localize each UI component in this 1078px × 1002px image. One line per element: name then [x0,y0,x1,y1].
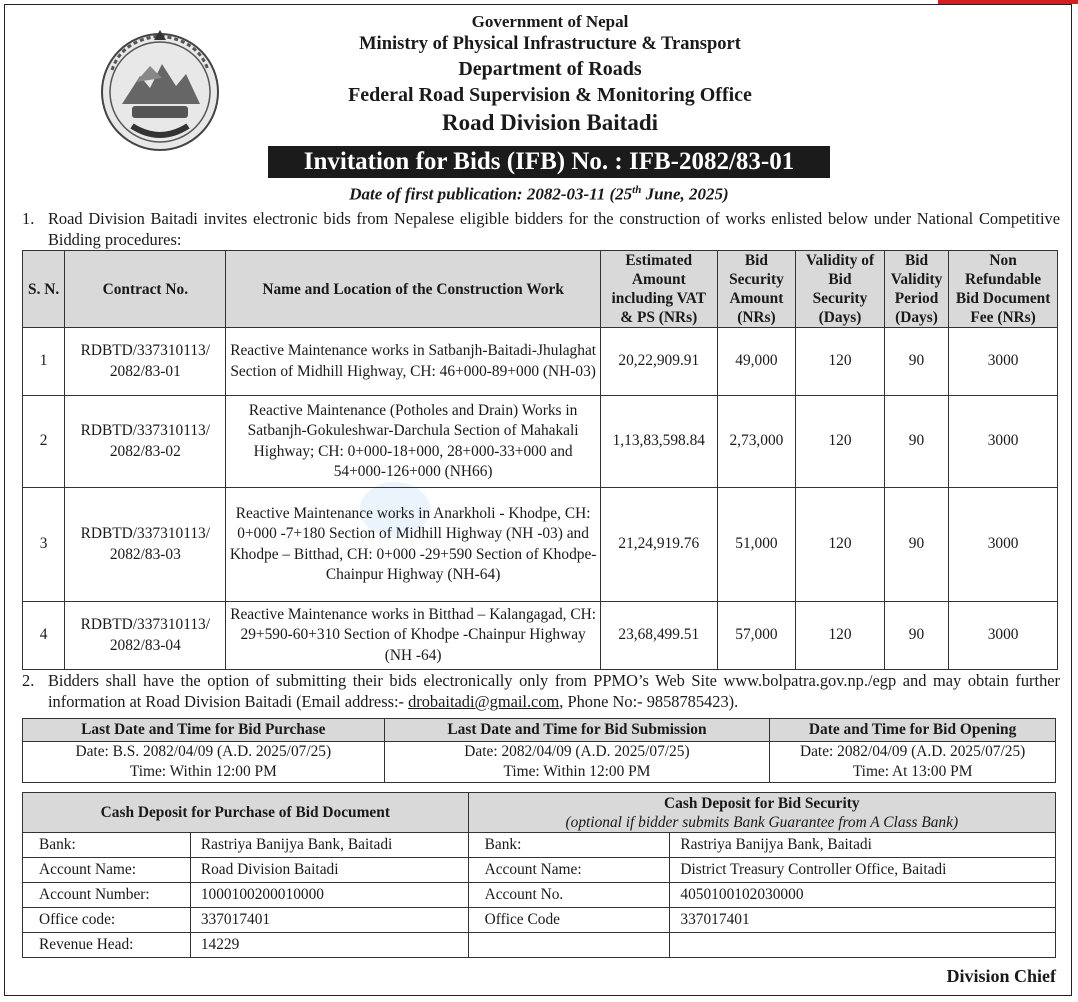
right-value: 337017401 [670,908,1056,933]
submission-cell: Date: 2082/04/09 (A.D. 2025/07/25) Time: Within 12:00 PM [384,742,770,783]
header-validity-security: Validity of Bid Security (Days) [796,251,885,328]
header-validity-period: Bid Validity Period (Days) [884,251,948,328]
cell-sn: 1 [23,328,65,396]
cell-fee: 3000 [949,328,1058,396]
header-fee: Non Refundable Bid Document Fee (NRs) [949,251,1058,328]
table-header-row [23,251,1058,328]
cell-name: Reactive Maintenance works in Satbanjh-Baitadi-Jhulaghat Section of Midhill Highway, CH: 46+000-89+000 (NH-03) [226,328,601,396]
cell-contract: RDBTD/337310113/ 2082/83-02 [65,396,226,488]
left-value: 14229 [190,933,468,958]
bank-row [23,833,1056,858]
cell-validity-security: 120 [796,328,885,396]
purchase-title: Last Date and Time for Bid Purchase [23,719,385,742]
bank-row [23,908,1056,933]
dates-table [22,718,1056,783]
right-value: 4050100102030000 [670,883,1056,908]
table-row [23,328,1058,396]
cell-sn: 3 [23,488,65,602]
cell-contract: RDBTD/337310113/ 2082/83-01 [65,328,226,396]
table-row [23,488,1058,602]
bank-table [22,792,1056,958]
email-link[interactable]: drobaitadi@gmail.com [408,692,560,711]
left-value: Rastriya Banijya Bank, Baitadi [190,833,468,858]
cell-name: Reactive Maintenance works in Bitthad – Kalangagad, CH: 29+590-60+310 Section of Khodpe -Chainpur Highway (NH -64) [226,602,601,670]
dates-value-row [23,742,1056,783]
cell-validity-period: 90 [884,488,948,602]
paragraph-2: 2. Bidders shall have the option of submitting their bids electronically only from PPMO’s Web Site www.bolpatra.gov.np./egp and may obtain further information at Road Division Baitadi (Email address:- drobaitadi@gmail.com, Phone No:- 9858785423). [22,671,1060,711]
left-label: Bank: [23,833,191,858]
division-line: Road Division Baitadi [442,110,658,135]
cell-estimate: 1,13,83,598.84 [600,396,717,488]
security-deposit-title: Cash Deposit for Bid Security (optional if bidder submits Bank Guarantee from A Class Bank) [468,793,1055,833]
works-table [22,250,1058,670]
right-label: Account No. [468,883,670,908]
govt-line: Government of Nepal [471,12,629,31]
cell-name: Reactive Maintenance works in Anarkholi - Khodpe, CH: 0+000 -7+180 Section of Midhill Highway (NH -03) and Khodpe – Bitthad, CH: 0+000 -29+590 Section of Khodpe-Chainpur Highway (NH-64) [226,488,601,602]
bank-row [23,933,1056,958]
cell-estimate: 20,22,909.91 [600,328,717,396]
cell-sn: 4 [23,602,65,670]
header-estimate: Estimated Amount including VAT & PS (NRs) [600,251,717,328]
cell-validity-security: 120 [796,602,885,670]
left-value: Road Division Baitadi [190,858,468,883]
cell-name: Reactive Maintenance (Potholes and Drain) Works in Satbanjh-Gokuleshwar-Darchula Section of Mahakali Highway; CH: 0+000-18+000, 28+000-33+000 and 54+000-126+000 (NH66) [226,396,601,488]
left-value: 1000100200010000 [190,883,468,908]
cell-fee: 3000 [949,396,1058,488]
right-value: District Treasury Controller Office, Baitadi [670,858,1056,883]
cell-security: 49,000 [717,328,796,396]
cell-validity-security: 120 [796,488,885,602]
cell-contract: RDBTD/337310113/ 2082/83-03 [65,488,226,602]
purchase-deposit-title: Cash Deposit for Purchase of Bid Document [23,793,469,833]
left-label: Account Number: [23,883,191,908]
dates-header-row [23,719,1056,742]
ministry-line: Ministry of Physical Infrastructure & Transport [359,34,741,54]
right-label: Bank: [468,833,670,858]
paragraph-1: 1. Road Division Baitadi invites electronic bids from Nepalese eligible bidders for the construction of works enlisted below under National Competitive Bidding procedures: [22,209,1060,249]
bank-header-row [23,793,1056,833]
cell-estimate: 21,24,919.76 [600,488,717,602]
right-value [670,933,1056,958]
cell-sn: 2 [23,396,65,488]
header-name: Name and Location of the Construction Work [226,251,601,328]
table-row [23,602,1058,670]
right-value: Rastriya Banijya Bank, Baitadi [670,833,1056,858]
cell-validity-period: 90 [884,328,948,396]
cell-security: 2,73,000 [717,396,796,488]
cell-security: 57,000 [717,602,796,670]
purchase-cell: Date: B.S. 2082/04/09 (A.D. 2025/07/25) Time: Within 12:00 PM [23,742,385,783]
opening-title: Date and Time for Bid Opening [770,719,1056,742]
bank-row [23,883,1056,908]
cell-estimate: 23,68,499.51 [600,602,717,670]
publication-date: Date of first publication: 2082-03-11 (25th June, 2025) [349,184,729,204]
left-label: Account Name: [23,858,191,883]
cell-fee: 3000 [949,488,1058,602]
cell-contract: RDBTD/337310113/ 2082/83-04 [65,602,226,670]
bank-row [23,858,1056,883]
cell-validity-period: 90 [884,602,948,670]
right-label [468,933,670,958]
signature-title: Division Chief [946,966,1056,986]
left-value: 337017401 [190,908,468,933]
left-label: Office code: [23,908,191,933]
opening-cell: Date: 2082/04/09 (A.D. 2025/07/25) Time: At 13:00 PM [770,742,1056,783]
right-label: Office Code [468,908,670,933]
cell-validity-period: 90 [884,396,948,488]
cell-security: 51,000 [717,488,796,602]
ifb-title: Invitation for Bids (IFB) No. : IFB-2082/83-01 [268,146,830,178]
table-row [23,396,1058,488]
header-security: Bid Security Amount (NRs) [717,251,796,328]
header-contract: Contract No. [65,251,226,328]
cell-fee: 3000 [949,602,1058,670]
cell-validity-security: 120 [796,396,885,488]
submission-title: Last Date and Time for Bid Submission [384,719,770,742]
right-label: Account Name: [468,858,670,883]
office-line: Federal Road Supervision & Monitoring Office [348,84,752,106]
department-line: Department of Roads [458,58,642,80]
header-sn: S. N. [23,251,65,328]
left-label: Revenue Head: [23,933,191,958]
